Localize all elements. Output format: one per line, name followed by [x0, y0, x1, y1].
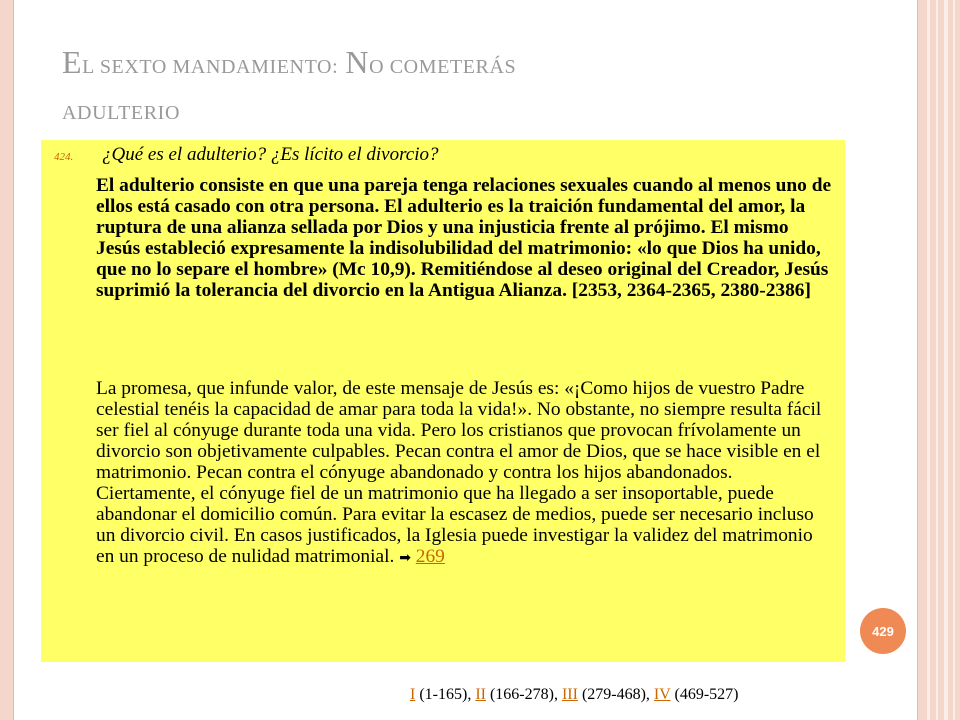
- answer-bold-paragraph: El adulterio consiste en que una pareja tenga relaciones sexuales cuando al menos uno de ellos está casado con otra persona. El adulterio es la traición fundamental del amor, la ruptura de una alianza sellada por Dios y una injusticia frente al prójimo. El mismo Jesús estableció expresamente la indisolubilidad del matrimonio: «lo que Dios ha unido, que no lo separe el hombre» (Mc 10,9). Remitiéndose al deseo original del Creador, Jesús suprimió la tolerancia del divorcio en la Antigua Alianza. [2353, 2364-2365, 2380-2386]: [96, 175, 832, 301]
- right-frame-line: [917, 0, 918, 720]
- footer-link-part-1[interactable]: I: [410, 686, 416, 703]
- footer-range-part-2: (166-278),: [489, 686, 558, 703]
- footer-link-part-3[interactable]: III: [561, 686, 578, 703]
- question-text: ¿Qué es el adulterio? ¿Es lícito el divorcio?: [102, 144, 439, 165]
- title-initial-1: E: [62, 44, 83, 80]
- reference-link-269[interactable]: 269: [415, 546, 445, 567]
- left-frame-border: [0, 0, 13, 720]
- slide-title: [62, 40, 862, 135]
- title-text-1: L SEXTO MANDAMIENTO:: [82, 56, 339, 78]
- question-number: 424.: [54, 151, 74, 163]
- answer-normal-paragraph: [96, 378, 834, 569]
- title-text-2: O COMETERÁS: [369, 56, 517, 78]
- arrow-right-icon: ➡: [399, 551, 411, 566]
- page-number-badge: 429: [860, 608, 906, 654]
- footer-range-part-4: (469-527): [674, 686, 739, 703]
- title-text-3: ADULTERIO: [62, 102, 180, 124]
- footer-link-part-4[interactable]: IV: [653, 686, 671, 703]
- footer-section-nav: [410, 686, 850, 704]
- footer-link-part-2[interactable]: II: [475, 686, 486, 703]
- right-frame-border: [918, 0, 960, 720]
- footer-range-part-3: (279-468),: [581, 686, 650, 703]
- answer-normal-text: La promesa, que infunde valor, de este mensaje de Jesús es: «¡Como hijos de vuestro Padre celestial tenéis la capacidad de amar para toda la vida!». No obstante, no siempre resulta fácil ser fiel al cónyuge durante toda una vida. Pero los cristianos que provocan frívolamente un divorcio son objetivamente culpables. Pecan contra el amor de Dios, que se hace visible en el matrimonio. Pecan contra el cónyuge abandonado y contra los hijos abandonados. Ciertamente, el cónyuge fiel de un matrimonio que ha llegado a ser insoportable, puede abandonar el domicilio común. Para evitar la escasez de medios, puede ser necesario incluso un divorcio civil. En casos justificados, la Iglesia puede investigar la validez del matrimonio en un proceso de nulidad matrimonial.: [96, 378, 822, 567]
- footer-range-part-1: (1-165),: [419, 686, 472, 703]
- left-frame-line: [13, 0, 14, 720]
- title-initial-2: N: [345, 44, 370, 80]
